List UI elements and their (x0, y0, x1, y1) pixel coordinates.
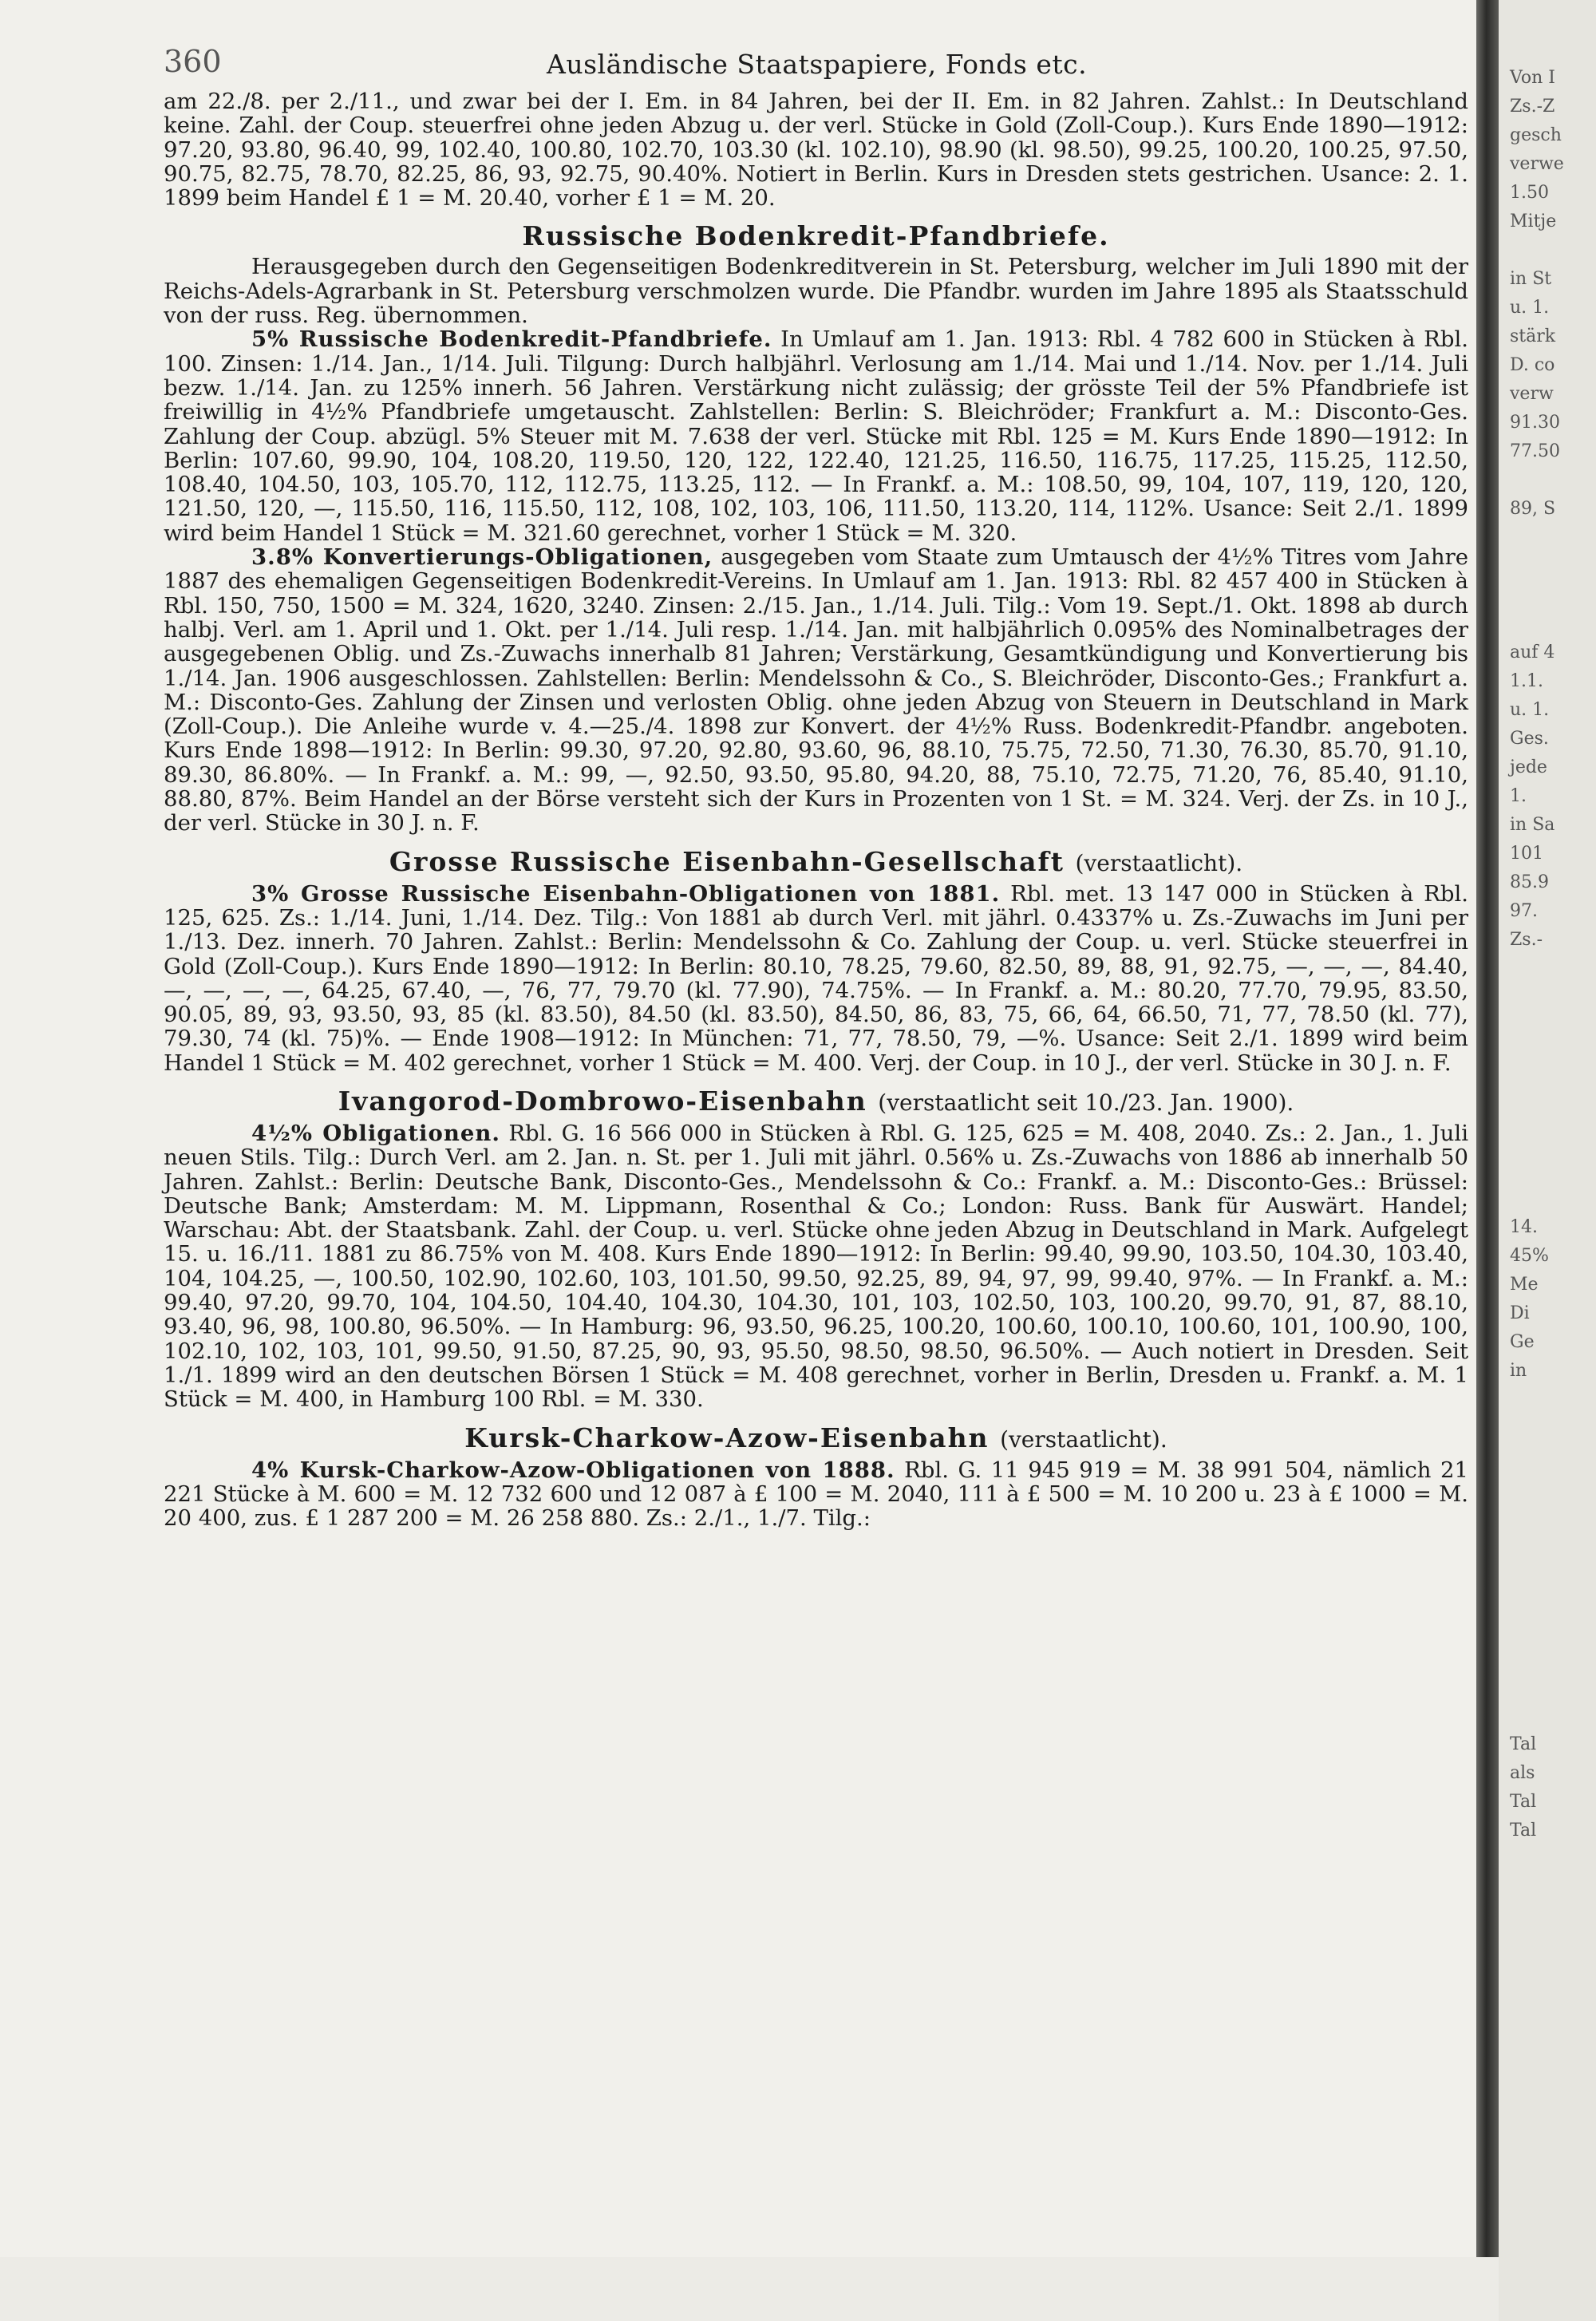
section-heading (164, 1421, 1468, 1453)
adjacent-fragment (1499, 1558, 1596, 1587)
adjacent-fragment: 1. (1510, 786, 1527, 806)
adjacent-fragment: Me (1510, 1275, 1539, 1295)
section-heading-text: Ivangorod-Dombrowo-Eisenbahn (338, 1085, 867, 1117)
adjacent-fragment (1499, 1098, 1596, 1127)
entry-paragraph (164, 1458, 1468, 1531)
adjacent-fragment: 14. (1510, 1217, 1538, 1237)
adjacent-fragment (1499, 955, 1596, 983)
entry-paragraph (164, 255, 1468, 327)
adjacent-fragment (1499, 236, 1596, 265)
adjacent-fragment: verw (1510, 384, 1554, 404)
adjacent-fragment (1499, 1472, 1596, 1501)
entry-text: Rbl. G. 16 566 000 in Stücken à Rbl. G. 125, 625 = M. 408, 2040. Zs.: 2. Jan., 1. Juli neuen Stils. Tilg.: Durch Verl. am 2. Jan. n. St. per 1. Juli mit jährl. 0.56% u. Zs.-Zuwachs von 1886 ab innerhalb 50 Jahren. Zahlst.: Berlin: Deutsche Bank, Disconto-Ges., Mendelssohn & Co.: Frankf. a. M.: Disconto-Ges.: Brüssel: Deutsche Bank; Amsterdam: M. M. Lippmann, Rosenthal & Co.; London: Russ. Bank für Auswärt. Handel; Warschau: Abt. der Staatsbank. Zahl. der Coup. u. verl. Stücke ohne jeden Abzug in Deutschland in Mark. Aufgelegt 15. u. 16./11. 1881 zu 86.75% von M. 408. Kurs Ende 1890—1912: In Berlin: 99.40, 99.90, 103.50, 104.30, 103.40, 104, 104.25, —, 100.50, 102.90, 102.60, 103, 101.50, 99.50, 92.25, 89, 94, 97, 99, 99.40, 97%. — In Frankf. a. M.: 99.40, 97.20, 99.70, 104, 104.50, 104.40, 104.30, 104.30, 101, 103, 102.50, 103, 100.20, 99.70, 91, 87, 88.10, 93.40, 96, 98, 100.80, 96.50%. — In Hamburg: 96, 93.50, 96.25, 100.20, 100.60, 100.10, 100.60, 101, 100.90, 100, 102.10, 102, 103, 101, 99.50, 91.50, 87.25, 90, 93, 95.50, 98.50, 98.50, 96.50%. — Auch notiert in Dresden. Seit 1./1. 1899 wird an den deutschen Börsen 1 Stück = M. 408 gerechnet, vorher in Berlin, Dresden u. Frankf. a. M. 1 Stück = M. 400, in Hamburg 100 Rbl. = M. 330. (164, 1120, 1468, 1413)
section-heading-note: (verstaatlicht). (1075, 849, 1243, 876)
entry-text: ausgegeben vom Staate zum Umtausch der 4½% Titres vom Jahre 1887 des ehemaligen Gegenseitigen Bodenkredit-Vereins. In Umlauf am 1. Jan. 1913: Rbl. 82 457 400 in Stücken à Rbl. 150, 750, 1500 = M. 324, 1620, 3240. Zinsen: 2./15. Jan., 1./14. Juli. Tilg.: Vom 19. Sept./1. Okt. 1898 ab durch halbj. Verl. am 1. April und 1. Okt. per 1./14. Juli resp. 1./14. Jan. mit halbjährlich 0.095% des Nominalbetrages der ausgegebenen Oblig. und Zs.-Zuwachs innerhalb 81 Jahren; Verstärkung, Gesamtkündigung und Konvertierung bis 1./14. Jan. 1906 ausgeschlossen. Zahlstellen: Berlin: Mendelssohn & Co., S. Bleichröder, Disconto-Ges.; Frankfurt a. M.: Disconto-Ges. Zahlung der Zinsen und verlosten Oblig. ohne jeden Abzug von Steuern in Deutschland in Mark (Zoll-Coup.). Die Anleihe wurde v. 4.—25./4. 1898 zur Konvert. der 4½% Russ. Bodenkredit-Pfandbr. angeboten. Kurs Ende 1898—1912: In Berlin: 99.30, 97.20, 92.80, 93.60, 96, 88.10, 75.75, 72.50, 71.30, 76.30, 85.70, 91.10, 89.30, 86.80%. — In Frankf. a. M.: 99, —, 92.50, 93.50, 95.80, 94.20, 88, 75.10, 72.75, 71.20, 76, 85.40, 91.10, 88.80, 87%. Beim Handel an der Börse versteht sich der Kurs in Prozenten von 1 St. = M. 324. Verj. der Zs. in 10 J., der verl. Stücke in 30 J. n. F. (164, 544, 1468, 836)
adjacent-fragment (1499, 1615, 1596, 1644)
adjacent-fragment: Ges. (1510, 729, 1549, 749)
adjacent-fragment (1499, 1587, 1596, 1615)
adjacent-fragment: jede (1510, 757, 1547, 777)
adjacent-fragment (1499, 552, 1596, 581)
section-heading (164, 220, 1468, 252)
adjacent-fragment (1499, 1414, 1596, 1443)
adjacent-fragment: 101 (1510, 844, 1543, 864)
running-title: Ausländische Staatspapiere, Fonds etc. (547, 49, 1088, 80)
section-heading-text: Grosse Russische Eisenbahn-Gesellschaft (389, 845, 1065, 877)
adjacent-fragment (1499, 983, 1596, 1012)
adjacent-fragment (1499, 610, 1596, 639)
entry-paragraph (164, 327, 1468, 545)
adjacent-fragment (1499, 1702, 1596, 1730)
adjacent-fragment: Zs.- (1510, 930, 1543, 950)
section-heading-note: (verstaatlicht seit 10./23. Jan. 1900). (878, 1089, 1294, 1116)
adjacent-fragment: Tal (1510, 1821, 1537, 1841)
adjacent-fragment: 85.9 (1510, 872, 1549, 892)
entry-text: Rbl. met. 13 147 000 in Stücken à Rbl. 125, 625. Zs.: 1./14. Juni, 1./14. Dez. Tilg.: Von 1881 ab durch Verl. mit jährl. 0.4337% u. Zs.-Zuwachs im Juni per 1./13. Dez. innerh. 70 Jahren. Zahlst.: Berlin: Mendelssohn & Co. Zahlung der Coup. u. verl. Stücke steuerfrei in Gold (Zoll-Coup.). Kurs Ende 1890—1912: In Berlin: 80.10, 78.25, 79.60, 82.50, 89, 88, 91, 92.75, —, —, —, 84.40, —, —, —, —, 64.25, 67.40, —, 76, 77, 79.70 (kl. 77.90), 74.75%. — In Frankf. a. M.: 80.20, 77.70, 79.95, 83.50, 90.05, 89, 93, 93.50, 93, 85 (kl. 83.50), 84.50 (kl. 83.50), 84.50, 86, 83, 75, 66, 64, 66.50, 71, 77, 78.50 (kl. 77), 79.30, 74 (kl. 75)%. — Ende 1908—1912: In München: 71, 77, 78.50, 79, —%. Usance: Seit 2./1. 1899 wird beim Handel 1 Stück = M. 402 gerechnet, vorher 1 Stück = M. 400. Verj. der Coup. in 10 J., der verl. Stücke in 30 J. n. F. (164, 880, 1468, 1076)
adjacent-fragment (1499, 1501, 1596, 1529)
adjacent-fragment (1499, 1156, 1596, 1184)
adjacent-fragment: in (1510, 1361, 1527, 1381)
adjacent-fragment: gesch (1510, 125, 1562, 145)
adjacent-fragment: Ge (1510, 1332, 1535, 1352)
adjacent-fragment: verwe (1510, 154, 1564, 174)
adjacent-fragment: stärk (1510, 326, 1556, 346)
adjacent-fragment: in St (1510, 269, 1552, 289)
adjacent-fragment: Von I (1510, 68, 1555, 88)
adjacent-fragment: auf 4 (1510, 643, 1555, 662)
entry-text: In Umlauf am 1. Jan. 1913: Rbl. 4 782 600 in Stücken à Rbl. 100. Zinsen: 1./14. Jan., 1/14. Juli. Tilgung: Durch halbjährl. Verlosung am 1./14. Mai und 1./14. Nov. per 1./14. Juli bezw. 1./14. Jan. zu 125% innerh. 56 Jahren. Verstärkung nicht zulässig; der grösste Teil der 5% Pfandbriefe ist freiwillig in 4½% Pfandbriefe umgetauscht. Zahlstellen: Berlin: S. Bleichröder; Frankfurt a. M.: Disconto-Ges. Zahlung der Coup. abzügl. 5% Steuer mit M. 7.638 der verl. Stücke mit Rbl. 125 = M. Kurs Ende 1890—1912: In Berlin: 107.60, 99.90, 104, 108.20, 119.50, 120, 122, 122.40, 121.25, 116.50, 116.75, 117.25, 115.25, 112.50, 108.40, 104.50, 103, 105.70, 112, 112.75, 113.25, 112. — In Frankf. a. M.: 108.50, 99, 104, 107, 119, 120, 120, 121.50, 120, —, 115.50, 116, 115.50, 112, 108, 102, 103, 106, 111.50, 113.20, 114, 112%. Usance: Seit 2./1. 1899 wird beim Handel 1 Stück = M. 321.60 gerechnet, vorher 1 Stück = M. 320. (164, 326, 1468, 546)
adjacent-fragment: 97. (1510, 901, 1538, 921)
adjacent-fragment (1499, 1070, 1596, 1098)
adjacent-fragment: in Sa (1510, 815, 1555, 835)
book-gutter (1476, 0, 1499, 2257)
entry-text: Rbl. G. 11 945 919 = M. 38 991 504, nämlich 21 221 Stücke à M. 600 = M. 12 732 600 und 12 087 à £ 100 = M. 2040, 111 à £ 500 = M. 10 200 u. 23 à £ 1000 = M. 20 400, zus. £ 1 287 200 = M. 26 258 880. Zs.: 2./1., 1./7. Tilg.: (164, 1457, 1469, 1532)
section-heading-text: Russische Bodenkredit-Pfandbriefe. (522, 220, 1110, 252)
adjacent-fragment: 45% (1510, 1246, 1549, 1266)
entry-lead: 3% Grosse Russische Eisenbahn-Obligationen von 1881. (251, 880, 1001, 907)
entry-lead: 4% Kursk-Charkow-Azow-Obligationen von 1888. (251, 1457, 895, 1483)
entry-lead: 3.8% Konvertierungs-Obligationen, (251, 544, 713, 571)
adjacent-fragment: u. 1. (1510, 298, 1550, 318)
entry-paragraph (164, 882, 1468, 1075)
adjacent-fragment: 1.50 (1510, 183, 1549, 203)
adjacent-fragment (1499, 524, 1596, 552)
adjacent-fragment: 89, S (1510, 499, 1556, 519)
entry-paragraph (164, 545, 1468, 836)
adjacent-fragment: Mitje (1510, 212, 1557, 231)
entry-text: Herausgegeben durch den Gegenseitigen Bodenkreditverein in St. Petersburg, welcher im Juli 1890 mit der Reichs-Adels-Agrarbank in St. Petersburg verschmolzen wurde. Die Pfandbr. wurden im Jahre 1895 als Staatsschuld von der russ. Reg. übernommen. (164, 254, 1468, 329)
section-heading-text: Kursk-Charkow-Azow-Eisenbahn (464, 1421, 990, 1453)
adjacent-fragment (1499, 1386, 1596, 1414)
page-number: 360 (164, 44, 222, 79)
adjacent-fragment: u. 1. (1510, 700, 1550, 720)
page-header (164, 44, 1472, 84)
adjacent-fragment (1499, 1041, 1596, 1070)
adjacent-fragment: Tal (1510, 1734, 1537, 1754)
adjacent-fragment: 91.30 (1510, 413, 1560, 433)
adjacent-fragment (1499, 466, 1596, 495)
adjacent-fragment (1499, 1184, 1596, 1213)
adjacent-fragment (1499, 1012, 1596, 1041)
intro-paragraph: am 22./8. per 2./11., und zwar bei der I. Em. in 84 Jahren, bei der II. Em. in 82 Jahren. Zahlst.: In Deutschland keine. Zahl. der Coup. steuerfrei ohne jeden Abzug u. der verl. Stücke in Gold (Zoll-Coup.). Kurs Ende 1890—1912: 97.20, 93.80, 96.40, 99, 102.40, 100.80, 102.70, 103.30 (kl. 102.10), 98.90 (kl. 98.50), 99.25, 100.20, 100.25, 97.50, 90.75, 82.75, 78.70, 82.25, 86, 93, 92.75, 90.40%. Notiert in Berlin. Kurs in Dresden stets gestrichen. Usance: 2. 1. 1899 beim Handel £ 1 = M. 20.40, vorher £ 1 = M. 20. (164, 89, 1468, 212)
adjacent-page-strip (1499, 0, 1596, 2321)
entry-paragraph (164, 1121, 1468, 1412)
adjacent-fragment (1499, 581, 1596, 610)
adjacent-fragment (1499, 1673, 1596, 1702)
entry-lead: 4½% Obligationen. (251, 1120, 500, 1146)
adjacent-fragment (1499, 1529, 1596, 1558)
adjacent-fragment (1499, 1443, 1596, 1472)
section-heading-note: (verstaatlicht). (1000, 1425, 1167, 1453)
adjacent-fragment: Tal (1510, 1792, 1537, 1812)
adjacent-fragment: 77.50 (1510, 441, 1560, 461)
section-heading (164, 1085, 1468, 1117)
adjacent-fragment: Di (1510, 1303, 1530, 1323)
adjacent-fragment: D. co (1510, 355, 1555, 375)
adjacent-fragment: als (1510, 1763, 1535, 1783)
adjacent-fragment (1499, 1644, 1596, 1673)
adjacent-fragment: Zs.-Z (1510, 97, 1555, 117)
sections (164, 220, 1469, 1532)
adjacent-fragment (1499, 1127, 1596, 1156)
page-body (164, 89, 1468, 1530)
entry-lead: 5% Russische Bodenkredit-Pfandbriefe. (251, 326, 772, 353)
section-heading (164, 845, 1468, 877)
adjacent-fragment: 1.1. (1510, 671, 1543, 691)
